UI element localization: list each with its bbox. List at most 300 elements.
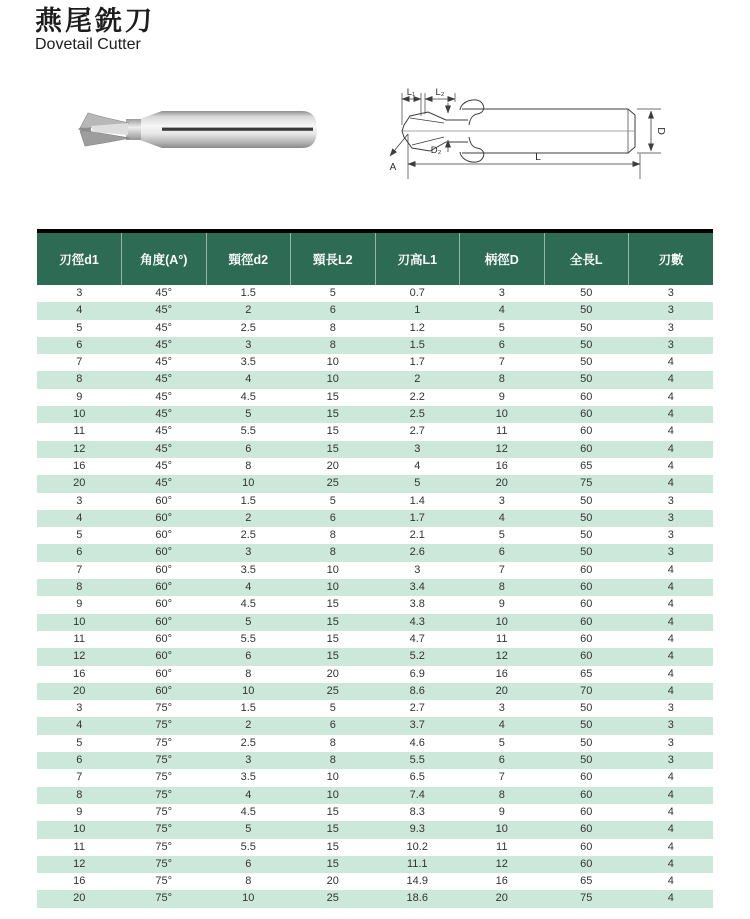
table-cell: 5	[206, 406, 291, 423]
table-cell: 50	[544, 337, 629, 354]
table-cell: 15	[291, 614, 376, 631]
table-cell: 3.5	[240, 563, 256, 576]
table-cell: 3.8	[409, 598, 425, 611]
table-cell: 2.5	[240, 321, 256, 334]
table-cell: 60°	[155, 632, 173, 645]
table-row	[37, 562, 713, 579]
table-cell: 3.5	[240, 356, 256, 369]
table-cell: 50	[544, 544, 629, 561]
table-cell: 75°	[155, 875, 173, 888]
table-cell: 11	[73, 840, 85, 853]
table-cell: 12	[460, 648, 545, 665]
table-cell: 7	[498, 563, 505, 576]
table-cell: 65	[580, 459, 593, 472]
table-cell: 10	[291, 787, 376, 804]
table-cell: 60°	[155, 598, 173, 611]
header-col-2: 頸徑d2	[206, 233, 291, 285]
table-cell: 3	[76, 702, 83, 715]
table-cell: 60	[544, 787, 629, 804]
page-subtitle: Dovetail Cutter	[35, 36, 141, 53]
table-cell: 3	[667, 494, 674, 507]
header-col-3: 頸長L2	[291, 233, 376, 285]
table-cell: 12	[460, 856, 545, 873]
table-cell: 75°	[155, 702, 173, 715]
table-cell: 8	[37, 579, 122, 596]
table-cell: 11	[496, 632, 508, 645]
table-cell: 5	[329, 287, 336, 299]
table-cell: 60	[544, 856, 629, 873]
table-row	[37, 510, 713, 527]
table-cell: 50	[580, 287, 593, 299]
table-cell: 9	[76, 390, 83, 403]
diagram-upper-flute	[460, 100, 484, 125]
table-cell: 1.5	[240, 702, 256, 715]
table-cell: 9	[498, 805, 505, 818]
table-cell: 3	[76, 287, 83, 299]
table-cell: 75°	[155, 736, 173, 749]
table-cell: 6	[291, 302, 376, 319]
table-cell: 75°	[155, 805, 173, 818]
table-cell: 12	[37, 648, 122, 665]
table-row	[37, 354, 713, 371]
table-cell: 4	[629, 579, 714, 596]
cutter-shank-reflection	[162, 128, 313, 131]
table-cell: 3	[629, 544, 714, 561]
table-cell: 4	[667, 667, 674, 680]
header-col-4: 刃高L1	[375, 233, 460, 285]
table-cell: 4	[629, 856, 714, 873]
table-cell: 6	[37, 337, 122, 354]
table-cell: 25	[291, 683, 376, 700]
table-cell: 3	[498, 287, 505, 299]
table-cell: 20	[37, 890, 122, 907]
table-cell: 5.5	[240, 425, 256, 438]
table-cell: 9	[498, 390, 505, 403]
table-cell: 6	[460, 752, 545, 769]
table-cell: 3	[629, 510, 714, 527]
diagram-head-flute-line-bottom	[412, 137, 444, 145]
table-cell: 6	[291, 510, 376, 527]
table-cell: 60	[544, 406, 629, 423]
header-col-5: 柄徑D	[460, 233, 545, 285]
table-cell: 15	[291, 648, 376, 665]
table-cell: 60	[544, 821, 629, 838]
table-cell: 8	[329, 529, 336, 542]
table-row	[37, 371, 713, 388]
table-cell: 4	[667, 390, 674, 403]
table-cell: 1	[375, 302, 460, 319]
table-cell: 4.5	[240, 598, 256, 611]
table-cell: 6	[206, 856, 291, 873]
table-cell: 10.2	[406, 840, 428, 853]
table-cell: 1.4	[409, 494, 425, 507]
table-cell: 4	[206, 787, 291, 804]
table-cell: 4	[629, 890, 714, 907]
table-cell: 16	[73, 459, 86, 472]
table-cell: 2.5	[240, 529, 256, 542]
table-cell: 12	[460, 441, 545, 458]
table-cell: 9	[76, 805, 83, 818]
table-cell: 6	[206, 441, 291, 458]
table-row	[37, 320, 713, 337]
table-row	[37, 890, 713, 907]
table-cell: 45°	[155, 356, 173, 369]
table-row	[37, 614, 713, 631]
table-cell: 3	[206, 544, 291, 561]
table-cell: 8	[245, 459, 252, 472]
table-cell: 2.7	[409, 702, 425, 715]
table-cell: 4	[206, 579, 291, 596]
table-cell: 12	[37, 441, 122, 458]
page-title: 燕尾銑刀	[35, 6, 155, 36]
table-cell: 15	[326, 390, 339, 403]
table-cell: 3	[629, 717, 714, 734]
table-cell: 4	[629, 821, 714, 838]
spec-table-body	[37, 285, 713, 908]
table-cell: 2.5	[240, 736, 256, 749]
table-cell: 2.6	[375, 544, 460, 561]
table-cell: 10	[460, 406, 545, 423]
table-cell: 4	[629, 371, 714, 388]
table-cell: 5	[329, 494, 336, 507]
table-cell: 1.5	[240, 287, 256, 299]
table-cell: 75	[544, 475, 629, 492]
table-cell: 65	[580, 667, 593, 680]
table-cell: 10	[326, 771, 339, 784]
table-cell: 2.7	[409, 425, 425, 438]
table-cell: 60°	[122, 683, 207, 700]
table-cell: 3	[498, 702, 505, 715]
table-cell: 8	[37, 787, 122, 804]
label-d2: D₂	[430, 145, 442, 156]
table-cell: 20	[460, 475, 545, 492]
table-cell: 60°	[122, 648, 207, 665]
label-a: A	[389, 162, 397, 173]
table-cell: 8	[245, 875, 252, 888]
table-cell: 7.4	[375, 787, 460, 804]
table-cell: 2	[206, 717, 291, 734]
table-cell: 3	[375, 441, 460, 458]
table-cell: 75°	[122, 821, 207, 838]
table-row	[37, 648, 713, 665]
table-cell: 12	[37, 856, 122, 873]
table-cell: 6	[291, 717, 376, 734]
table-cell: 20	[460, 890, 545, 907]
diagram-head-upper-blade	[402, 112, 446, 131]
table-cell: 11	[73, 425, 85, 438]
table-cell: 60	[544, 441, 629, 458]
table-cell: 10	[460, 614, 545, 631]
table-cell: 15	[326, 598, 339, 611]
table-row	[37, 873, 713, 890]
title-block	[35, 6, 155, 54]
table-cell: 10	[206, 683, 291, 700]
diagram-lower-flute	[460, 137, 484, 162]
table-cell: 3	[667, 287, 674, 299]
table-row	[37, 458, 713, 475]
table-row	[37, 337, 713, 354]
table-cell: 60°	[155, 494, 173, 507]
table-cell: 50	[580, 702, 593, 715]
table-row	[37, 856, 713, 873]
table-cell: 60	[580, 805, 593, 818]
table-cell: 75°	[155, 840, 173, 853]
table-cell: 2	[206, 302, 291, 319]
table-cell: 4	[667, 805, 674, 818]
table-cell: 6	[37, 752, 122, 769]
table-cell: 4	[460, 302, 545, 319]
header-col-0: 刃徑d1	[37, 233, 122, 285]
table-cell: 4.5	[240, 390, 256, 403]
table-cell: 60°	[122, 579, 207, 596]
table-cell: 60	[544, 579, 629, 596]
table-cell: 3	[667, 529, 674, 542]
cutter-diagram	[388, 76, 720, 196]
table-cell: 10	[460, 821, 545, 838]
table-cell: 45°	[122, 441, 207, 458]
table-cell: 20	[326, 459, 339, 472]
table-cell: 7	[76, 563, 83, 576]
table-cell: 16	[73, 875, 86, 888]
table-row	[37, 717, 713, 734]
table-cell: 4	[667, 356, 674, 369]
table-cell: 3	[629, 337, 714, 354]
table-cell: 2.1	[409, 529, 425, 542]
table-row	[37, 285, 713, 302]
table-cell: 9.3	[375, 821, 460, 838]
table-row	[37, 700, 713, 717]
table-cell: 20	[326, 875, 339, 888]
table-cell: 45°	[122, 302, 207, 319]
table-cell: 5	[498, 321, 505, 334]
table-cell: 3	[414, 563, 421, 576]
table-cell: 15	[291, 406, 376, 423]
table-row	[37, 683, 713, 700]
header-col-7: 刃數	[629, 233, 714, 285]
table-cell: 5.5	[240, 632, 256, 645]
table-cell: 15	[326, 840, 339, 853]
table-cell: 4	[667, 459, 674, 472]
table-cell: 3	[667, 702, 674, 715]
table-cell: 3	[629, 752, 714, 769]
table-cell: 75°	[122, 717, 207, 734]
table-cell: 11.1	[375, 856, 460, 873]
table-cell: 7	[76, 356, 83, 369]
table-cell: 50	[580, 529, 593, 542]
table-cell: 4	[629, 683, 714, 700]
table-cell: 75°	[155, 771, 173, 784]
table-cell: 75	[544, 890, 629, 907]
table-cell: 8	[291, 337, 376, 354]
label-d: D	[655, 127, 667, 135]
table-row	[37, 544, 713, 561]
table-cell: 4	[629, 787, 714, 804]
table-cell: 15	[291, 441, 376, 458]
table-cell: 9	[76, 598, 83, 611]
spec-table	[37, 233, 713, 908]
table-cell: 50	[544, 752, 629, 769]
table-cell: 18.6	[375, 890, 460, 907]
table-cell: 1.5	[240, 494, 256, 507]
table-row	[37, 752, 713, 769]
table-cell: 5	[206, 614, 291, 631]
table-cell: 45°	[155, 390, 173, 403]
table-cell: 8	[291, 752, 376, 769]
table-cell: 4	[667, 771, 674, 784]
table-cell: 5	[498, 529, 505, 542]
table-cell: 25	[291, 890, 376, 907]
table-cell: 3	[206, 752, 291, 769]
table-cell: 8.6	[375, 683, 460, 700]
table-cell: 50	[544, 302, 629, 319]
table-cell: 1.5	[375, 337, 460, 354]
table-cell: 50	[544, 717, 629, 734]
table-cell: 25	[291, 475, 376, 492]
table-cell: 45°	[122, 337, 207, 354]
table-cell: 4	[667, 598, 674, 611]
table-cell: 2.2	[409, 390, 425, 403]
table-cell: 6	[37, 544, 122, 561]
table-cell: 3	[206, 337, 291, 354]
table-cell: 2.5	[375, 406, 460, 423]
table-cell: 4	[667, 840, 674, 853]
table-cell: 60°	[155, 529, 173, 542]
table-row	[37, 821, 713, 838]
table-cell: 45°	[122, 406, 207, 423]
table-cell: 4	[667, 563, 674, 576]
table-row	[37, 839, 713, 856]
table-cell: 14.9	[406, 875, 428, 888]
table-row	[37, 441, 713, 458]
table-cell: 0.7	[409, 287, 425, 299]
table-cell: 5.5	[240, 840, 256, 853]
table-cell: 60	[580, 771, 593, 784]
table-cell: 6.5	[409, 771, 425, 784]
table-cell: 60	[544, 614, 629, 631]
table-row	[37, 493, 713, 510]
table-row	[37, 389, 713, 406]
table-cell: 15	[326, 805, 339, 818]
table-cell: 16	[495, 459, 508, 472]
table-cell: 3	[667, 736, 674, 749]
table-cell: 60	[580, 425, 593, 438]
table-cell: 50	[544, 510, 629, 527]
table-cell: 11	[496, 840, 508, 853]
table-cell: 8.3	[409, 805, 425, 818]
table-cell: 8	[245, 667, 252, 680]
table-cell: 8	[329, 321, 336, 334]
table-cell: 16	[73, 667, 86, 680]
table-cell: 75°	[122, 856, 207, 873]
table-cell: 4	[37, 510, 122, 527]
table-cell: 7	[498, 356, 505, 369]
table-cell: 60°	[155, 563, 173, 576]
cutter-photo	[50, 98, 340, 162]
table-cell: 7	[76, 771, 83, 784]
table-cell: 3	[498, 494, 505, 507]
table-row	[37, 631, 713, 648]
table-cell: 15	[291, 821, 376, 838]
table-cell: 4	[460, 510, 545, 527]
table-cell: 10	[291, 579, 376, 596]
table-row	[37, 769, 713, 786]
table-cell: 4.3	[375, 614, 460, 631]
table-cell: 60°	[122, 510, 207, 527]
header-col-6: 全長L	[544, 233, 629, 285]
table-cell: 20	[460, 683, 545, 700]
table-cell: 8	[460, 787, 545, 804]
table-cell: 4	[667, 425, 674, 438]
table-row	[37, 527, 713, 544]
table-cell: 60	[580, 598, 593, 611]
table-cell: 20	[37, 683, 122, 700]
header-col-1: 角度(A°)	[122, 233, 207, 285]
table-cell: 60°	[155, 667, 173, 680]
table-cell: 10	[37, 821, 122, 838]
table-cell: 75°	[122, 787, 207, 804]
table-cell: 5	[329, 702, 336, 715]
table-row	[37, 302, 713, 319]
table-row	[37, 579, 713, 596]
table-cell: 6.9	[409, 667, 425, 680]
table-cell: 70	[544, 683, 629, 700]
table-cell: 4	[414, 459, 421, 472]
table-cell: 5	[206, 821, 291, 838]
table-cell: 4.6	[409, 736, 425, 749]
table-cell: 11	[73, 632, 85, 645]
table-cell: 16	[495, 875, 508, 888]
table-row	[37, 804, 713, 821]
table-cell: 6	[206, 648, 291, 665]
table-row	[37, 596, 713, 613]
diagram-a-slant	[390, 134, 408, 156]
table-cell: 60	[580, 632, 593, 645]
table-cell: 15	[326, 632, 339, 645]
table-cell: 65	[580, 875, 593, 888]
table-cell: 4	[460, 717, 545, 734]
table-cell: 3	[76, 494, 83, 507]
spec-table-header-row	[37, 233, 713, 285]
table-row	[37, 666, 713, 683]
table-cell: 10	[326, 563, 339, 576]
table-cell: 1.7	[409, 356, 425, 369]
table-cell: 4	[629, 406, 714, 423]
table-cell: 5.2	[375, 648, 460, 665]
table-cell: 45°	[155, 459, 173, 472]
table-cell: 50	[544, 371, 629, 388]
table-row	[37, 475, 713, 492]
table-cell: 11	[496, 425, 508, 438]
cutter-neck	[126, 119, 141, 140]
table-cell: 4	[629, 614, 714, 631]
table-cell: 2	[375, 371, 460, 388]
table-cell: 20	[37, 475, 122, 492]
table-row	[37, 735, 713, 752]
label-l2: L₂	[435, 87, 445, 98]
table-cell: 8	[460, 579, 545, 596]
table-row	[37, 406, 713, 423]
table-cell: 8	[460, 371, 545, 388]
table-cell: 10	[206, 890, 291, 907]
table-cell: 1.2	[409, 321, 425, 334]
table-cell: 1.7	[375, 510, 460, 527]
table-cell: 4	[629, 475, 714, 492]
table-cell: 5.5	[375, 752, 460, 769]
table-cell: 6	[460, 337, 545, 354]
table-cell: 45°	[122, 371, 207, 388]
table-cell: 8	[291, 544, 376, 561]
table-cell: 10	[37, 614, 122, 631]
